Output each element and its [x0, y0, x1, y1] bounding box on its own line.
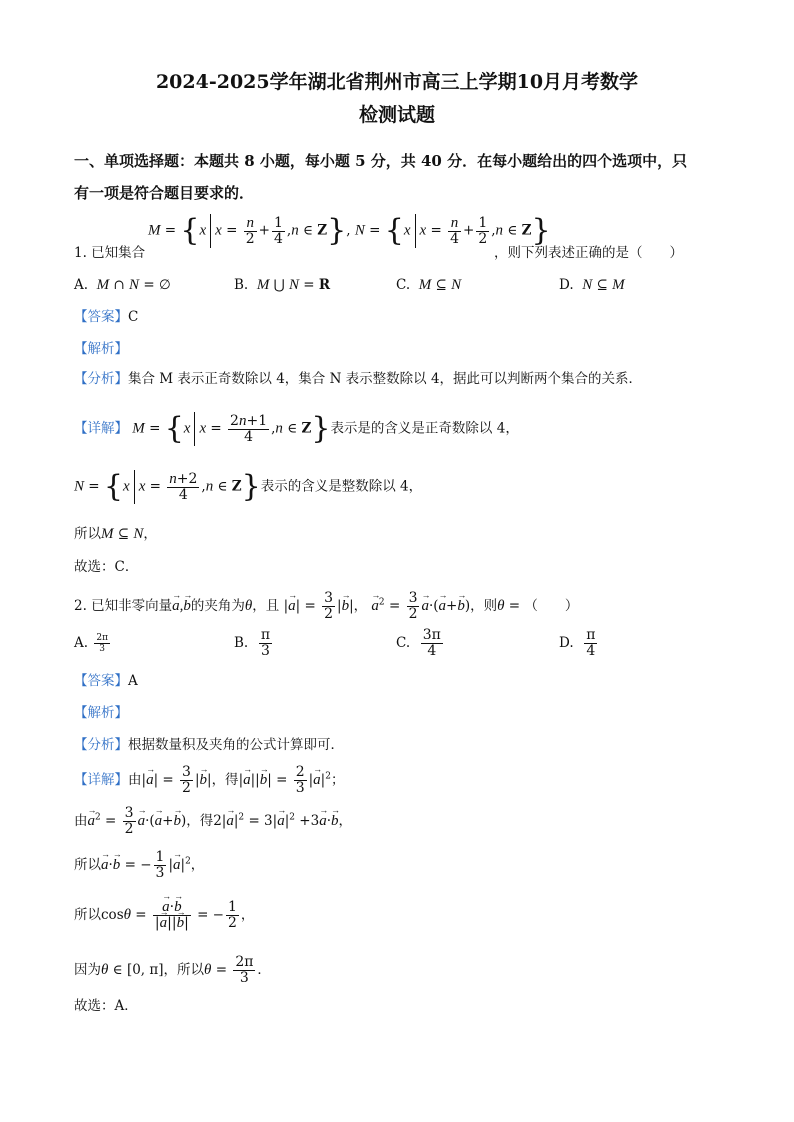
q2-option-a: A. $\frac{2\pi}{3}$	[74, 633, 108, 654]
q2-option-d: D. $\frac{\pi}{4}$	[559, 627, 596, 659]
section-heading-cont: 有一项是符合题目要求的．	[74, 184, 255, 202]
q2-detail-3: 所以→ a·→ b = − $\frac{1}{3}$ |→ $a|^2$，	[74, 850, 204, 881]
q1-analysis-tag: 【解析】	[74, 341, 128, 357]
q2-answer: 【答案】A	[74, 673, 138, 689]
q2-option-c: C. $\frac{3\pi}{4}$	[396, 627, 441, 659]
q1-stem-tail: ，则下列表述正确的是（ ）	[494, 245, 683, 261]
doc-title-line-1: 2024-2025学年湖北省荆州市高三上学期10月月考数学	[155, 71, 639, 93]
q1-detail-2: N = {x x = $\frac{n+2}{4}$ ,n ∈ Z}表示的含义是整数除以 4，	[74, 469, 423, 504]
q2-option-b: B. $\frac{\pi}{3}$	[234, 627, 271, 659]
doc-title-line-2: 检测试题	[358, 104, 435, 126]
q2-detail-2: 由→ $a^2$ = $\frac{3}{2}$ → a·(→ a+→ b)，得$2|\to a|^2 = 3|\to a|^2 +3\to a\cdot\to b$，	[74, 806, 352, 837]
q1-option-c: C. M ⊆ N	[396, 277, 462, 293]
q1-analysis: 【分析】集合 M 表示正奇数除以 4，集合 N 表示整数除以 4，据此可以判断两个集合的关系．	[74, 371, 643, 387]
section-heading: 一、单项选择题：本题共 8 小题，每小题 5 分，共 40 分．在每小题给出的四个选项中，只	[74, 152, 688, 170]
q1-option-b: B. M ⋃ N = R	[234, 277, 331, 293]
q2-detail-4: 所以cosθ = → $\frac{a\cdot\to b}{|\to a||\to b|}$ = − $\frac{1}{2}$ ，	[74, 900, 254, 931]
q1-answer: 【答案】C	[74, 309, 139, 325]
q1-conclusion: 所以M ⊆ N，	[74, 526, 157, 542]
q1-set-definition: M = {x x = $\frac{n}{2}$ + $\frac{1}{4}$ ,n ∈ Z}, N = {x x = $\frac{n}{4}$ + $\frac{1}{2}$ ,n ∈ Z}	[148, 213, 551, 248]
q2-choose: 故选：A．	[74, 998, 138, 1014]
q1-choose: 故选：C．	[74, 559, 139, 575]
q1-number: 1. 已知集合	[74, 245, 146, 261]
answer-tag: 【答案】	[74, 309, 128, 325]
q2-analysis: 【分析】根据数量积及夹角的公式计算即可．	[74, 737, 344, 753]
q2-stem: 2. 已知非零向量→ a,→ b的夹角为θ，且 |→ a| = $\frac{3}{2}$ |→ b|， → $a^2$ = $\frac{3}{2}$ → a·(→ a+→ b)，则θ = （ ）	[74, 591, 578, 622]
q2-detail-1: 【详解】由|→ a| = $\frac{3}{2}$ |→ b|，得|→ a||→ b| = $\frac{2}{3}$ |→ $a|^2$；	[74, 765, 344, 796]
q1-detail-1: 【详解】 M = {x x = $\frac{2n+1}{4}$ ,n ∈ Z}表示是的含义是正奇数除以 4，	[74, 411, 519, 446]
q1-option-a: A. M ∩ N = ∅	[74, 277, 171, 293]
q2-detail-5: 因为θ ∈ [0, π]，所以θ = $\frac{2\pi}{3}$ ．	[74, 954, 271, 986]
q1-option-d: D. N ⊆ M	[559, 277, 625, 293]
q1-stem	[74, 243, 145, 263]
q2-analysis-tag: 【解析】	[74, 705, 128, 721]
